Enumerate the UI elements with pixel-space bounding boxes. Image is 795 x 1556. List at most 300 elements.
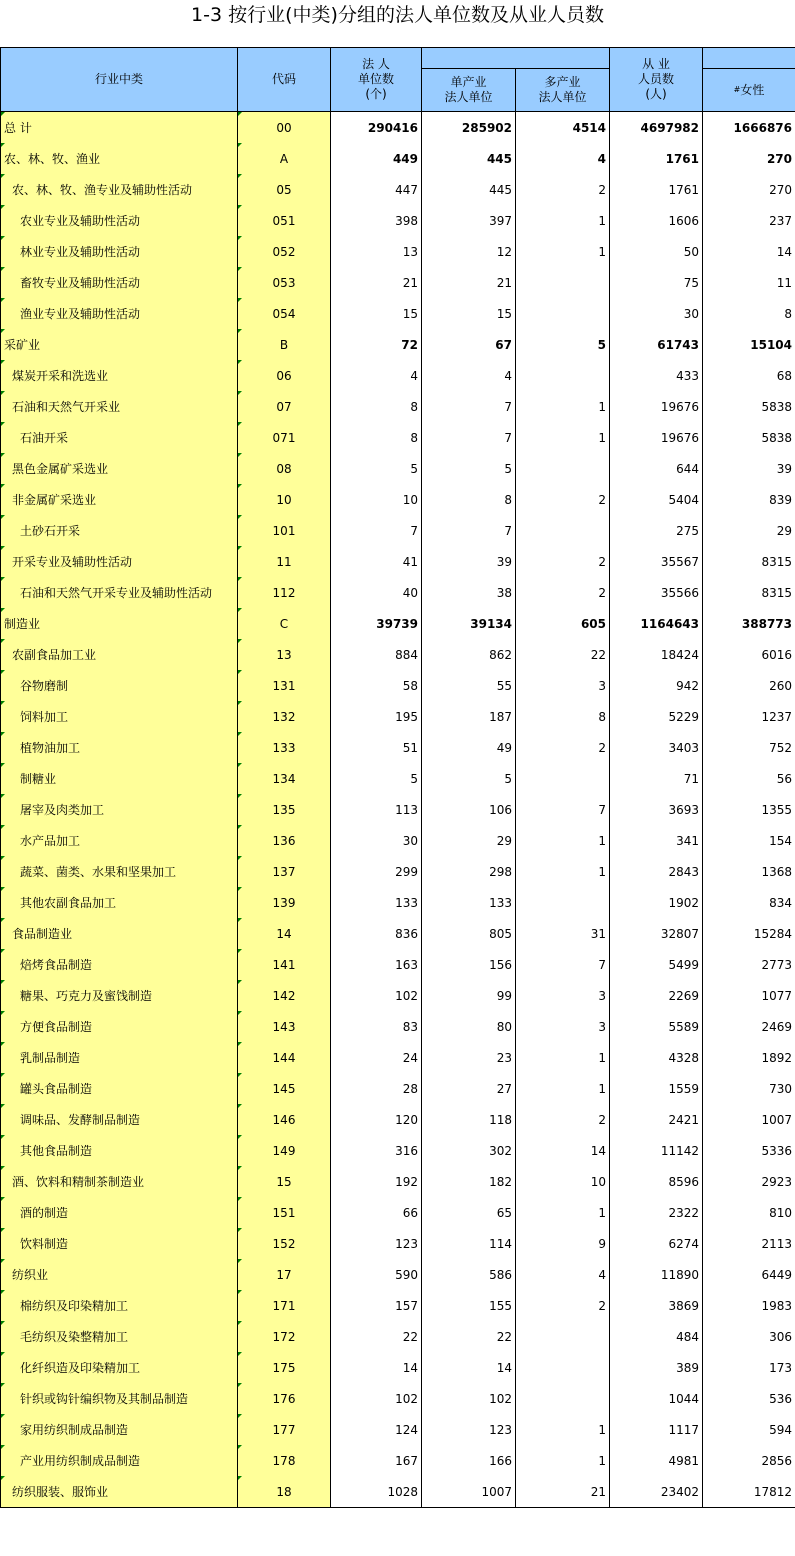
- header-industry: 行业中类: [1, 48, 238, 112]
- single-industry-cell: 7: [422, 391, 516, 422]
- single-industry-cell: 39: [422, 546, 516, 577]
- single-industry-cell: 22: [422, 1321, 516, 1352]
- table-row: [1, 236, 795, 267]
- employed-cell: 5589: [610, 1011, 703, 1042]
- single-industry-cell: 80: [422, 1011, 516, 1042]
- table-row: [1, 577, 795, 608]
- code-cell: 11: [238, 546, 331, 577]
- single-industry-cell: 14: [422, 1352, 516, 1383]
- code-cell: 151: [238, 1197, 331, 1228]
- industry-name-cell: 制造业: [1, 608, 238, 639]
- multi-industry-cell: 2: [516, 577, 610, 608]
- units-cell: 123: [331, 1228, 422, 1259]
- header-female: [703, 69, 795, 112]
- female-cell: 1355: [703, 794, 795, 825]
- code-cell: 06: [238, 360, 331, 391]
- industry-name-cell: 其他食品制造: [1, 1135, 238, 1166]
- table-row: [1, 949, 795, 980]
- units-cell: 72: [331, 329, 422, 360]
- employed-cell: 3693: [610, 794, 703, 825]
- female-cell: 730: [703, 1073, 795, 1104]
- code-cell: A: [238, 143, 331, 174]
- employed-cell: 61743: [610, 329, 703, 360]
- code-cell: 137: [238, 856, 331, 887]
- single-industry-cell: 445: [422, 143, 516, 174]
- employed-cell: 1606: [610, 205, 703, 236]
- units-cell: 83: [331, 1011, 422, 1042]
- female-cell: 2923: [703, 1166, 795, 1197]
- code-cell: 172: [238, 1321, 331, 1352]
- industry-name-cell: 调味品、发酵制品制造: [1, 1104, 238, 1135]
- units-cell: 163: [331, 949, 422, 980]
- table-row: [1, 639, 795, 670]
- code-cell: 112: [238, 577, 331, 608]
- single-industry-cell: 106: [422, 794, 516, 825]
- employed-cell: 6274: [610, 1228, 703, 1259]
- female-cell: 17812: [703, 1476, 795, 1508]
- multi-industry-cell: 2: [516, 1104, 610, 1135]
- code-cell: 139: [238, 887, 331, 918]
- female-cell: 1892: [703, 1042, 795, 1073]
- employed-cell: 4328: [610, 1042, 703, 1073]
- single-industry-cell: 49: [422, 732, 516, 763]
- table-row: [1, 1166, 795, 1197]
- employed-cell: 32807: [610, 918, 703, 949]
- units-cell: 133: [331, 887, 422, 918]
- code-cell: 142: [238, 980, 331, 1011]
- single-industry-cell: 12: [422, 236, 516, 267]
- industry-name-cell: 焙烤食品制造: [1, 949, 238, 980]
- units-cell: 58: [331, 670, 422, 701]
- industry-name-cell: 化纤织造及印染精加工: [1, 1352, 238, 1383]
- employed-cell: 19676: [610, 422, 703, 453]
- header-employed: [610, 48, 703, 112]
- units-cell: 39739: [331, 608, 422, 639]
- header-legal-units-line1: 法 人: [362, 57, 390, 71]
- table-row: [1, 732, 795, 763]
- multi-industry-cell: 4514: [516, 112, 610, 144]
- female-cell: 1666876: [703, 112, 795, 144]
- single-industry-cell: 166: [422, 1445, 516, 1476]
- single-industry-cell: 302: [422, 1135, 516, 1166]
- industry-name-cell: 纺织业: [1, 1259, 238, 1290]
- single-industry-cell: 586: [422, 1259, 516, 1290]
- industry-name-cell: 采矿业: [1, 329, 238, 360]
- female-cell: 11: [703, 267, 795, 298]
- multi-industry-cell: 10: [516, 1166, 610, 1197]
- units-cell: 157: [331, 1290, 422, 1321]
- table-row: [1, 515, 795, 546]
- header-legal-subgroup-spacer: [422, 48, 610, 69]
- multi-industry-cell: 1: [516, 1042, 610, 1073]
- multi-industry-cell: 605: [516, 608, 610, 639]
- units-cell: 120: [331, 1104, 422, 1135]
- industry-name-cell: 酒、饮料和精制茶制造业: [1, 1166, 238, 1197]
- header-employed-line3: (人): [645, 87, 667, 101]
- units-cell: 167: [331, 1445, 422, 1476]
- single-industry-cell: 445: [422, 174, 516, 205]
- industry-name-cell: 饲料加工: [1, 701, 238, 732]
- single-industry-cell: 118: [422, 1104, 516, 1135]
- header-single-line1: 单产业: [450, 75, 487, 89]
- multi-industry-cell: [516, 763, 610, 794]
- multi-industry-cell: 7: [516, 949, 610, 980]
- units-cell: 398: [331, 205, 422, 236]
- table-row: [1, 794, 795, 825]
- industry-name-cell: 针织或钩针编织物及其制品制造: [1, 1383, 238, 1414]
- units-cell: 290416: [331, 112, 422, 144]
- header-employed-line1: 从 业: [642, 57, 670, 71]
- table-row: [1, 980, 795, 1011]
- multi-industry-cell: 1: [516, 236, 610, 267]
- table-row: [1, 112, 795, 144]
- employed-cell: 35566: [610, 577, 703, 608]
- code-cell: 145: [238, 1073, 331, 1104]
- industry-name-cell: 总 计: [1, 112, 238, 144]
- multi-industry-cell: 1: [516, 205, 610, 236]
- multi-industry-cell: 1: [516, 1073, 610, 1104]
- single-industry-cell: 5: [422, 453, 516, 484]
- industry-name-cell: 其他农副食品加工: [1, 887, 238, 918]
- header-multi-industry: [516, 69, 610, 112]
- units-cell: 195: [331, 701, 422, 732]
- industry-name-cell: 石油开采: [1, 422, 238, 453]
- units-cell: 884: [331, 639, 422, 670]
- table-row: [1, 1135, 795, 1166]
- table-row: [1, 453, 795, 484]
- table-row: [1, 329, 795, 360]
- single-industry-cell: 55: [422, 670, 516, 701]
- female-cell: 56: [703, 763, 795, 794]
- code-cell: 07: [238, 391, 331, 422]
- code-cell: 08: [238, 453, 331, 484]
- code-cell: 13: [238, 639, 331, 670]
- single-industry-cell: 15: [422, 298, 516, 329]
- code-cell: 101: [238, 515, 331, 546]
- multi-industry-cell: 1: [516, 825, 610, 856]
- multi-industry-cell: [516, 1383, 610, 1414]
- header-employed-subgroup-spacer: [703, 48, 795, 69]
- multi-industry-cell: 1: [516, 391, 610, 422]
- female-cell: 2113: [703, 1228, 795, 1259]
- code-cell: 14: [238, 918, 331, 949]
- units-cell: 14: [331, 1352, 422, 1383]
- units-cell: 449: [331, 143, 422, 174]
- female-cell: 154: [703, 825, 795, 856]
- units-cell: 316: [331, 1135, 422, 1166]
- units-cell: 8: [331, 422, 422, 453]
- female-cell: 536: [703, 1383, 795, 1414]
- industry-name-cell: 非金属矿采选业: [1, 484, 238, 515]
- table-row: [1, 360, 795, 391]
- industry-name-cell: 畜牧专业及辅助性活动: [1, 267, 238, 298]
- industry-name-cell: 棉纺织及印染精加工: [1, 1290, 238, 1321]
- single-industry-cell: 397: [422, 205, 516, 236]
- industry-name-cell: 黑色金属矿采选业: [1, 453, 238, 484]
- industry-name-cell: 乳制品制造: [1, 1042, 238, 1073]
- units-cell: 124: [331, 1414, 422, 1445]
- employed-cell: 2322: [610, 1197, 703, 1228]
- units-cell: 113: [331, 794, 422, 825]
- units-cell: 1028: [331, 1476, 422, 1508]
- code-cell: 071: [238, 422, 331, 453]
- employed-cell: 1761: [610, 174, 703, 205]
- multi-industry-cell: [516, 515, 610, 546]
- employed-cell: 1761: [610, 143, 703, 174]
- table-body: [1, 112, 795, 1508]
- industry-name-cell: 土砂石开采: [1, 515, 238, 546]
- industry-name-cell: 方便食品制造: [1, 1011, 238, 1042]
- units-cell: 5: [331, 453, 422, 484]
- single-industry-cell: 155: [422, 1290, 516, 1321]
- multi-industry-cell: 31: [516, 918, 610, 949]
- header-single-line2: 法人单位: [444, 90, 493, 104]
- code-cell: 18: [238, 1476, 331, 1508]
- header-multi-line2: 法人单位: [538, 90, 587, 104]
- units-cell: 21: [331, 267, 422, 298]
- female-cell: 2773: [703, 949, 795, 980]
- female-cell: 834: [703, 887, 795, 918]
- employed-cell: 35567: [610, 546, 703, 577]
- code-cell: 177: [238, 1414, 331, 1445]
- employed-cell: 1044: [610, 1383, 703, 1414]
- multi-industry-cell: [516, 298, 610, 329]
- industry-name-cell: 食品制造业: [1, 918, 238, 949]
- table-row: [1, 422, 795, 453]
- employed-cell: 2421: [610, 1104, 703, 1135]
- table-row: [1, 1383, 795, 1414]
- table-row: [1, 856, 795, 887]
- employed-cell: 2843: [610, 856, 703, 887]
- table-row: [1, 1414, 795, 1445]
- code-cell: 144: [238, 1042, 331, 1073]
- industry-name-cell: 家用纺织制成品制造: [1, 1414, 238, 1445]
- table-row: [1, 1228, 795, 1259]
- code-cell: 15: [238, 1166, 331, 1197]
- code-cell: 146: [238, 1104, 331, 1135]
- table-row: [1, 1445, 795, 1476]
- employed-cell: 942: [610, 670, 703, 701]
- code-cell: 051: [238, 205, 331, 236]
- industry-name-cell: 渔业专业及辅助性活动: [1, 298, 238, 329]
- units-cell: 102: [331, 980, 422, 1011]
- multi-industry-cell: 2: [516, 174, 610, 205]
- multi-industry-cell: 5: [516, 329, 610, 360]
- female-cell: 306: [703, 1321, 795, 1352]
- single-industry-cell: 4: [422, 360, 516, 391]
- single-industry-cell: 133: [422, 887, 516, 918]
- multi-industry-cell: 2: [516, 546, 610, 577]
- code-cell: 176: [238, 1383, 331, 1414]
- employed-cell: 275: [610, 515, 703, 546]
- female-cell: 39: [703, 453, 795, 484]
- units-cell: 41: [331, 546, 422, 577]
- industry-name-cell: 林业专业及辅助性活动: [1, 236, 238, 267]
- table-row: [1, 1321, 795, 1352]
- units-cell: 28: [331, 1073, 422, 1104]
- code-cell: B: [238, 329, 331, 360]
- multi-industry-cell: 1: [516, 1414, 610, 1445]
- units-cell: 836: [331, 918, 422, 949]
- industry-name-cell: 谷物磨制: [1, 670, 238, 701]
- industry-name-cell: 植物油加工: [1, 732, 238, 763]
- industry-name-cell: 农、林、牧、渔专业及辅助性活动: [1, 174, 238, 205]
- employed-cell: 341: [610, 825, 703, 856]
- industry-name-cell: 纺织服装、服饰业: [1, 1476, 238, 1508]
- table-row: [1, 1073, 795, 1104]
- female-cell: 594: [703, 1414, 795, 1445]
- code-cell: 131: [238, 670, 331, 701]
- employed-cell: 23402: [610, 1476, 703, 1508]
- multi-industry-cell: 3: [516, 670, 610, 701]
- employed-cell: 30: [610, 298, 703, 329]
- female-cell: 1983: [703, 1290, 795, 1321]
- statistics-table: [0, 47, 795, 1508]
- employed-cell: 50: [610, 236, 703, 267]
- table-row: [1, 1476, 795, 1508]
- multi-industry-cell: 21: [516, 1476, 610, 1508]
- table-title: 1-3 按行业(中类)分组的法人单位数及从业人员数: [191, 4, 604, 26]
- code-cell: 149: [238, 1135, 331, 1166]
- table-row: [1, 825, 795, 856]
- employed-cell: 11890: [610, 1259, 703, 1290]
- header-legal-units-line2: 单位数: [357, 72, 394, 86]
- code-cell: 171: [238, 1290, 331, 1321]
- employed-cell: 1559: [610, 1073, 703, 1104]
- code-cell: 132: [238, 701, 331, 732]
- employed-cell: 389: [610, 1352, 703, 1383]
- code-cell: 152: [238, 1228, 331, 1259]
- industry-name-cell: 煤炭开采和洗选业: [1, 360, 238, 391]
- units-cell: 10: [331, 484, 422, 515]
- employed-cell: 19676: [610, 391, 703, 422]
- units-cell: 102: [331, 1383, 422, 1414]
- employed-cell: 18424: [610, 639, 703, 670]
- employed-cell: 433: [610, 360, 703, 391]
- code-cell: 054: [238, 298, 331, 329]
- female-cell: 6449: [703, 1259, 795, 1290]
- header-female-label: 女性: [740, 82, 765, 97]
- units-cell: 7: [331, 515, 422, 546]
- table-row: [1, 1197, 795, 1228]
- units-cell: 447: [331, 174, 422, 205]
- female-cell: 752: [703, 732, 795, 763]
- table-row: [1, 1011, 795, 1042]
- multi-industry-cell: 1: [516, 422, 610, 453]
- employed-cell: 5404: [610, 484, 703, 515]
- industry-name-cell: 农副食品加工业: [1, 639, 238, 670]
- multi-industry-cell: 1: [516, 1197, 610, 1228]
- header-legal-units: [331, 48, 422, 112]
- single-industry-cell: 27: [422, 1073, 516, 1104]
- single-industry-cell: 102: [422, 1383, 516, 1414]
- multi-industry-cell: [516, 360, 610, 391]
- units-cell: 5: [331, 763, 422, 794]
- units-cell: 4: [331, 360, 422, 391]
- table-row: [1, 608, 795, 639]
- multi-industry-cell: 4: [516, 1259, 610, 1290]
- female-cell: 14: [703, 236, 795, 267]
- female-cell: 839: [703, 484, 795, 515]
- single-industry-cell: 285902: [422, 112, 516, 144]
- units-cell: 22: [331, 1321, 422, 1352]
- single-industry-cell: 23: [422, 1042, 516, 1073]
- units-cell: 299: [331, 856, 422, 887]
- multi-industry-cell: [516, 453, 610, 484]
- multi-industry-cell: 1: [516, 856, 610, 887]
- employed-cell: 644: [610, 453, 703, 484]
- single-industry-cell: 29: [422, 825, 516, 856]
- multi-industry-cell: 8: [516, 701, 610, 732]
- female-cell: 5336: [703, 1135, 795, 1166]
- industry-name-cell: 农、林、牧、渔业: [1, 143, 238, 174]
- employed-cell: 484: [610, 1321, 703, 1352]
- female-cell: 810: [703, 1197, 795, 1228]
- table-row: [1, 1259, 795, 1290]
- employed-cell: 5499: [610, 949, 703, 980]
- female-cell: 15104: [703, 329, 795, 360]
- single-industry-cell: 1007: [422, 1476, 516, 1508]
- employed-cell: 75: [610, 267, 703, 298]
- female-cell: 270: [703, 174, 795, 205]
- multi-industry-cell: 1: [516, 1445, 610, 1476]
- single-industry-cell: 8: [422, 484, 516, 515]
- table-row: [1, 391, 795, 422]
- industry-name-cell: 屠宰及肉类加工: [1, 794, 238, 825]
- multi-industry-cell: 22: [516, 639, 610, 670]
- table-row: [1, 670, 795, 701]
- table-row: [1, 1104, 795, 1135]
- female-cell: 1368: [703, 856, 795, 887]
- units-cell: 30: [331, 825, 422, 856]
- multi-industry-cell: 3: [516, 1011, 610, 1042]
- single-industry-cell: 7: [422, 422, 516, 453]
- single-industry-cell: 298: [422, 856, 516, 887]
- multi-industry-cell: 4: [516, 143, 610, 174]
- single-industry-cell: 65: [422, 1197, 516, 1228]
- industry-name-cell: 酒的制造: [1, 1197, 238, 1228]
- employed-cell: 4981: [610, 1445, 703, 1476]
- industry-name-cell: 糖果、巧克力及蜜饯制造: [1, 980, 238, 1011]
- table-row: [1, 267, 795, 298]
- units-cell: 24: [331, 1042, 422, 1073]
- header-employed-line2: 人员数: [637, 72, 674, 86]
- table-row: [1, 484, 795, 515]
- industry-name-cell: 饮料制造: [1, 1228, 238, 1259]
- code-cell: 053: [238, 267, 331, 298]
- single-industry-cell: 38: [422, 577, 516, 608]
- units-cell: 15: [331, 298, 422, 329]
- units-cell: 192: [331, 1166, 422, 1197]
- female-cell: 8: [703, 298, 795, 329]
- employed-cell: 8596: [610, 1166, 703, 1197]
- code-cell: 05: [238, 174, 331, 205]
- code-cell: 178: [238, 1445, 331, 1476]
- industry-name-cell: 石油和天然气开采专业及辅助性活动: [1, 577, 238, 608]
- industry-name-cell: 农业专业及辅助性活动: [1, 205, 238, 236]
- employed-cell: 71: [610, 763, 703, 794]
- code-cell: C: [238, 608, 331, 639]
- code-cell: 136: [238, 825, 331, 856]
- female-cell: 68: [703, 360, 795, 391]
- table-row: [1, 763, 795, 794]
- female-cell: 6016: [703, 639, 795, 670]
- female-cell: 2856: [703, 1445, 795, 1476]
- single-industry-cell: 99: [422, 980, 516, 1011]
- female-cell: 2469: [703, 1011, 795, 1042]
- table-row: [1, 701, 795, 732]
- table-row: [1, 174, 795, 205]
